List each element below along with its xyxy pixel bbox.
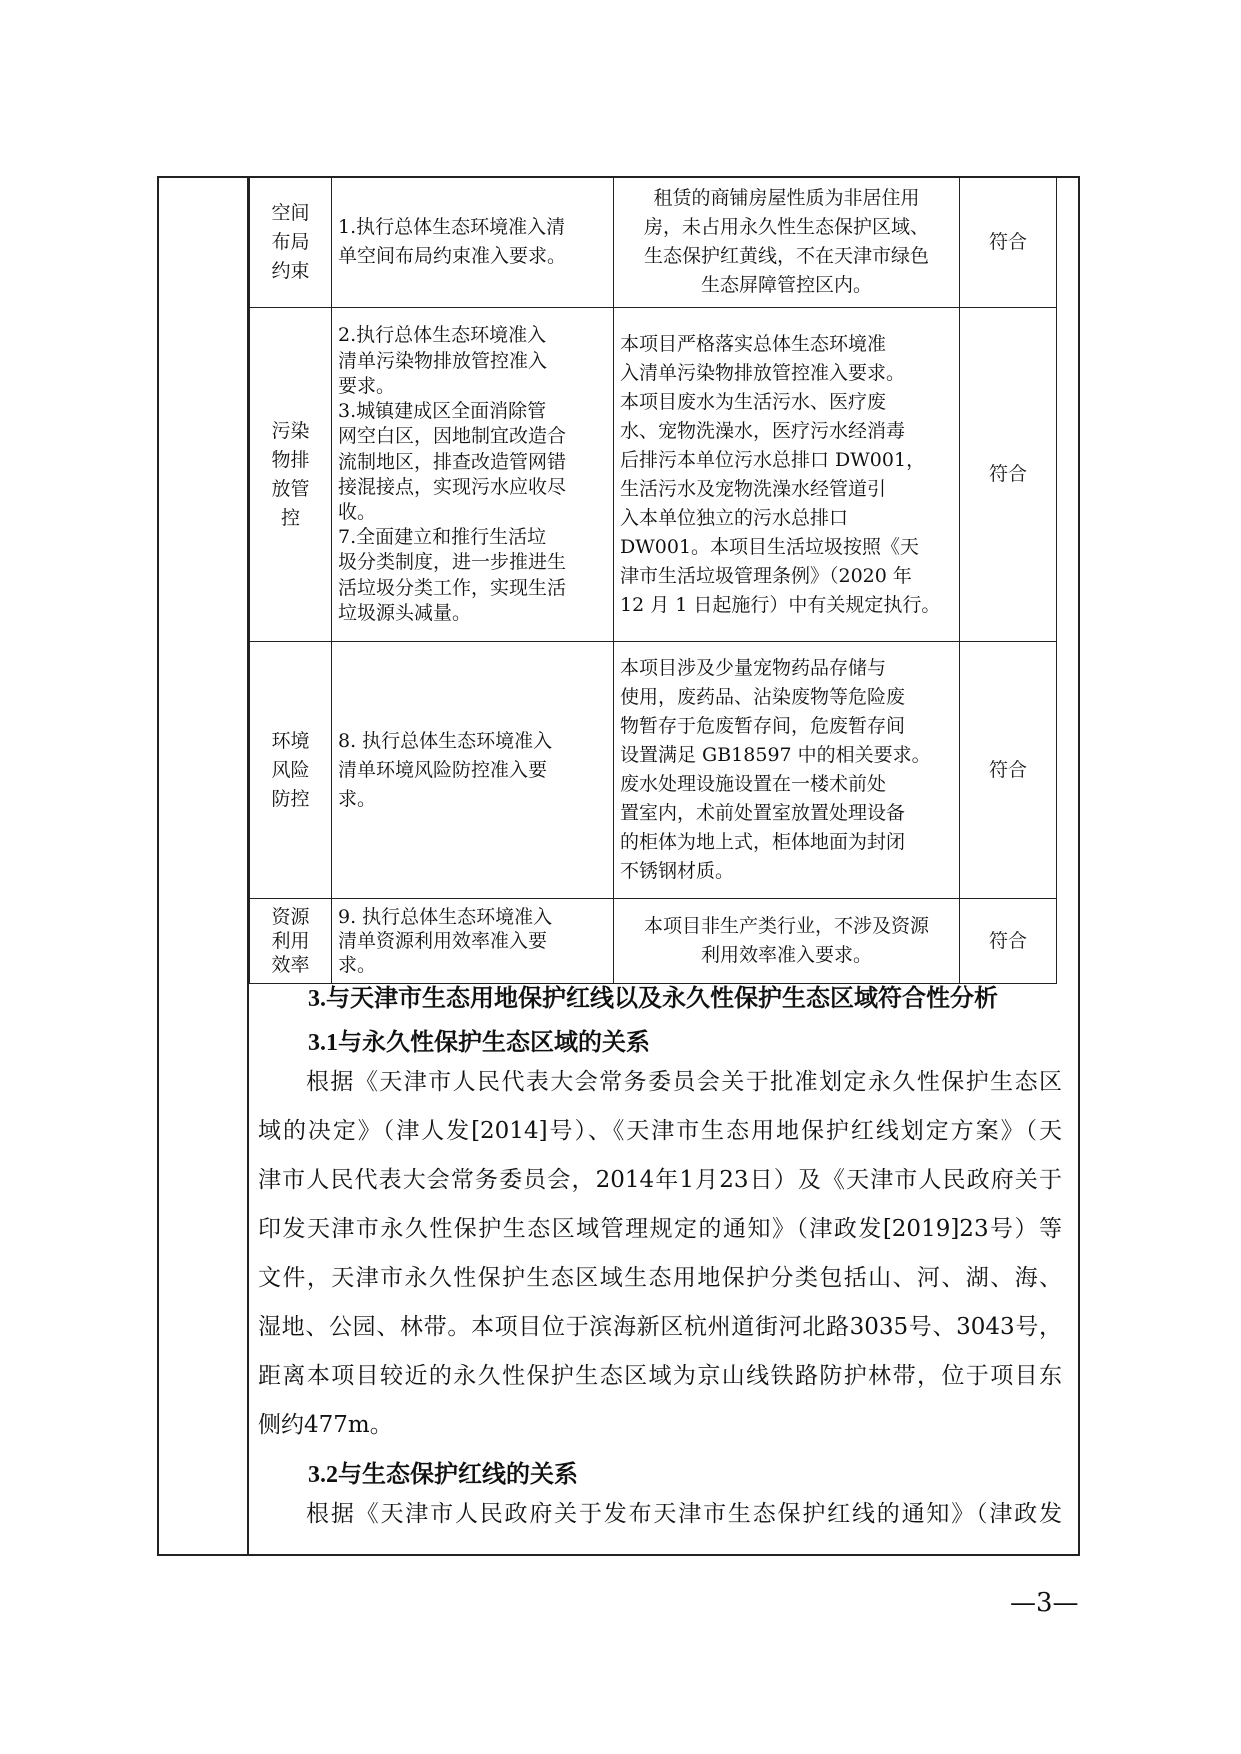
ecological-requirements-table [249, 176, 1057, 984]
subsection-heading: 3.1与永久性保护生态区域的关系 [308, 1030, 650, 1056]
analysis-cell: 本项目非生产类行业，不涉及资源 利用效率准入要求。 [614, 899, 960, 984]
category-cell: 空间 布局 约束 [250, 177, 332, 308]
requirement-cell: 1.执行总体生态环境准入清 单空间布局约束准入要求。 [332, 177, 614, 308]
requirement-cell: 9. 执行总体生态环境准入 清单资源利用效率准入要 求。 [332, 899, 614, 984]
category-cell: 环境 风险 防控 [250, 642, 332, 899]
paragraph-red-line: 根据《天津市人民政府关于发布天津市生态保护红线的通知》（津政发 [306, 1501, 1062, 1527]
analysis-cell: 租赁的商铺房屋性质为非居住用 房，未占用永久性生态保护区域、 生态保护红黄线，不在天津市绿色 生态屏障管控区内。 [614, 177, 960, 308]
table-row [250, 177, 1057, 308]
paragraph-permanent-protection: 根据《天津市人民代表大会常务委员会关于批准划定永久性保护生态区 域的决定》（津人发[2014]号）、《天津市生态用地保护红线划定方案》（天 津市人民代表大会常务委员会，2014年1月23日）及《天津市人民政府关于 印发天津市永久性保护生态区域管理规定的通知》（津政发[2019]23号）等 文件，天津市永久性保护生态区域生态用地保护分类包括山、河、湖、海、 湿地、公园、林带。本项目位于滨海新区杭州道街河北路3035号、3043号， 距离本项目较近的永久性保护生态区域为京山线铁路防护林带，位于项目东 侧约477m。 [258, 1069, 1062, 1438]
table-row [250, 899, 1057, 984]
result-cell: 符合 [960, 899, 1057, 984]
table-row [250, 308, 1057, 642]
category-cell: 资源 利用 效率 [250, 899, 332, 984]
subsection-heading: 3.2与生态保护红线的关系 [308, 1462, 578, 1488]
analysis-cell: 本项目严格落实总体生态环境准 入清单污染物排放管控准入要求。 本项目废水为生活污水、医疗废 水、宠物洗澡水，医疗污水经消毒 后排污本单位污水总排口 DW001， 生活污水及宠物洗澡水经管道引 入本单位独立的污水总排口 DW001。本项目生活垃圾按照《天 津市生活垃圾管理条例》（2020 年 12 月 1 日起施行）中有关规定执行。 [614, 308, 960, 642]
result-cell: 符合 [960, 177, 1057, 308]
requirement-cell: 2.执行总体生态环境准入 清单污染物排放管控准入 要求。 3.城镇建成区全面消除管 网空白区，因地制宜改造合 流制地区，排查改造管网错 接混接点，实现污水应收尽 收。 7.全面建立和推行生活垃 圾分类制度，进一步推进生 活垃圾分类工作，实现生活 垃圾源头减量。 [332, 308, 614, 642]
result-cell: 符合 [960, 308, 1057, 642]
table-row [250, 642, 1057, 899]
analysis-cell: 本项目涉及少量宠物药品存储与 使用，废药品、沾染废物等危险废 物暂存于危废暂存间，危废暂存间 设置满足 GB18597 中的相关要求。 废水处理设施设置在一楼术前处 置室内，术前处置室放置处理设备 的柜体为地上式，柜体地面为封闭 不锈钢材质。 [614, 642, 960, 899]
page-number: —3— [1010, 1588, 1079, 1618]
result-cell: 符合 [960, 642, 1057, 899]
requirement-cell: 8. 执行总体生态环境准入 清单环境风险防控准入要 求。 [332, 642, 614, 899]
category-cell: 污染 物排 放管 控 [250, 308, 332, 642]
section-heading: 3.与天津市生态用地保护红线以及永久性保护生态区域符合性分析 [308, 986, 998, 1012]
